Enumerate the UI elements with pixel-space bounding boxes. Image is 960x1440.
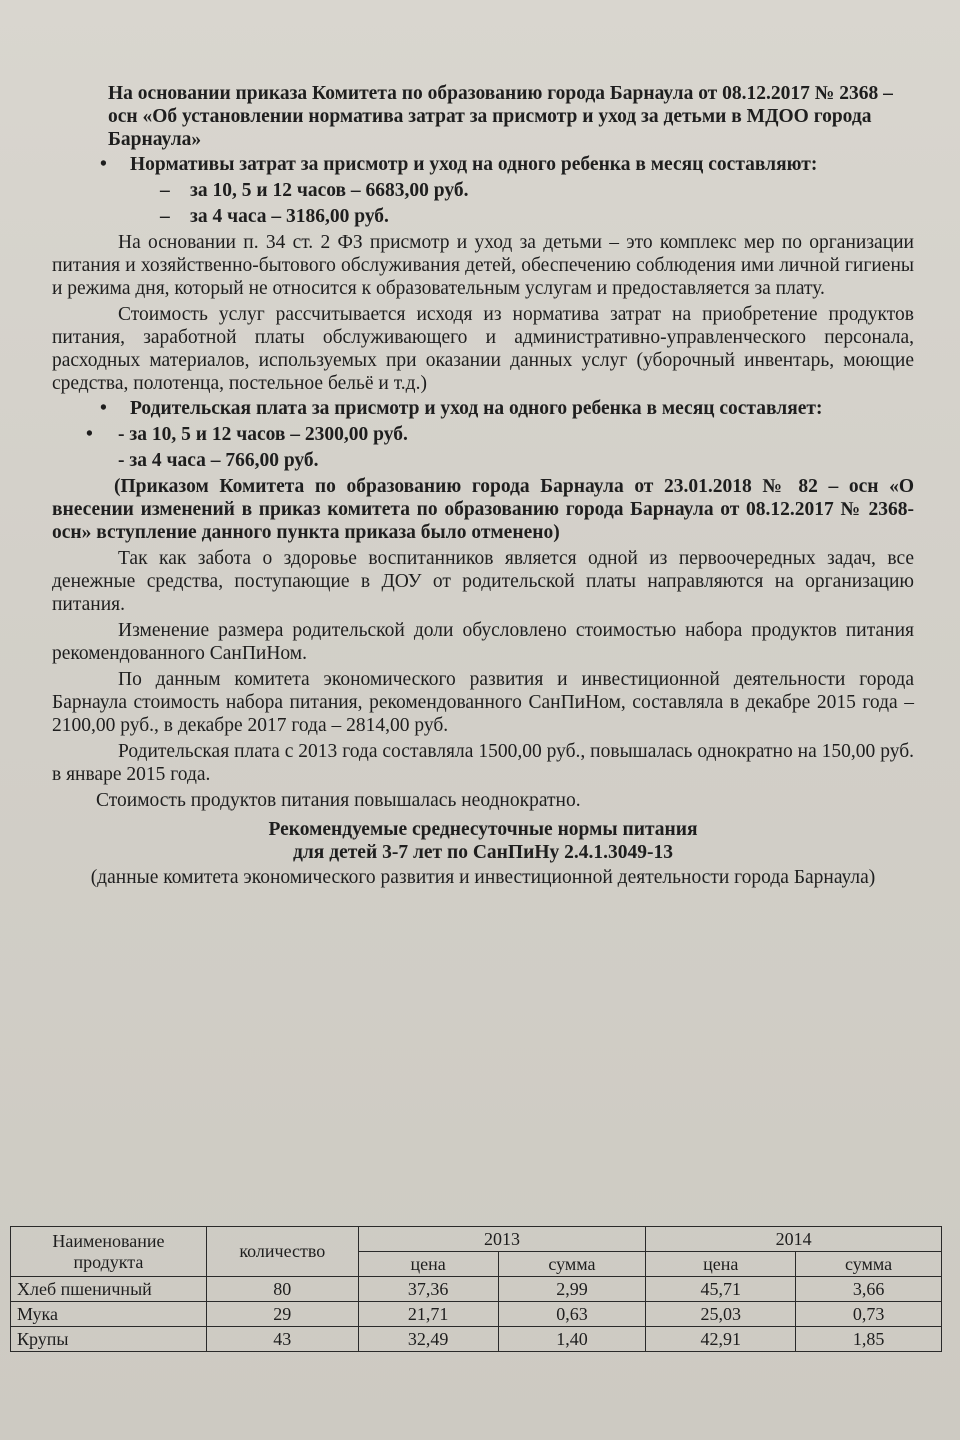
norms-item-1-text: за 10, 5 и 12 часов – 6683,00 руб.: [190, 180, 469, 201]
norms-item-2-text: за 4 часа – 3186,00 руб.: [190, 206, 389, 227]
header-year-2013: 2013: [358, 1227, 646, 1252]
parent-fee-bullet: [52, 397, 914, 420]
cell-price-2013: 32,49: [358, 1327, 498, 1352]
cell-name: Хлеб пшеничный: [11, 1277, 207, 1302]
cell-price-2013: 21,71: [358, 1302, 498, 1327]
table-title-2: для детей 3-7 лет по СанПиНу 2.4.1.3049-13: [292, 842, 673, 863]
header-price-2013: цена: [358, 1252, 498, 1277]
parent-fee-item-2: - за 4 часа – 766,00 руб.: [118, 450, 319, 471]
header-paragraph: На основании приказа Комитета по образованию города Барнаула от 08.12.2017 № 2368 – осн «Об установлении норматива затрат за присмотр и уход за детьми в МДОО города Барнаула»: [108, 83, 893, 150]
paragraph-definition: На основании п. 34 ст. 2 ФЗ присмотр и уход за детьми – это комплекс мер по организации питания и хозяйственно-бытового обслуживания детей, обеспечению соблюдения ими личной гигиены и режима дня, который не относится к образовательным услугам и предоставляется за плату.: [52, 232, 914, 299]
cell-price-2014: 42,91: [646, 1327, 796, 1352]
cell-price-2014: 45,71: [646, 1277, 796, 1302]
header-year-2014: 2014: [646, 1227, 942, 1252]
document-body: [52, 82, 914, 889]
parent-fee-item-1: [52, 423, 914, 446]
table-row: [11, 1277, 942, 1302]
cell-sum-2013: 0,63: [498, 1302, 646, 1327]
table-title-1: Рекомендуемые среднесуточные нормы питания: [268, 819, 698, 840]
header-quantity: количество: [206, 1227, 358, 1277]
cell-qty: 29: [206, 1302, 358, 1327]
header-sum-2013: сумма: [498, 1252, 646, 1277]
cell-sum-2014: 3,66: [796, 1277, 942, 1302]
cell-name: Мука: [11, 1302, 207, 1327]
cell-sum-2013: 1,40: [498, 1327, 646, 1352]
paragraph-prices: Стоимость продуктов питания повышалась неоднократно.: [96, 790, 581, 811]
header-price-2014: цена: [646, 1252, 796, 1277]
bullet-icon: •: [100, 154, 107, 175]
cell-qty: 43: [206, 1327, 358, 1352]
header-sum-2014: сумма: [796, 1252, 942, 1277]
cell-sum-2014: 1,85: [796, 1327, 942, 1352]
parent-fee-bullet-text: Родительская плата за присмотр и уход на одного ребенка в месяц составляет:: [130, 398, 823, 419]
norms-bullet-text: Нормативы затрат за присмотр и уход на одного ребенка в месяц составляют:: [130, 154, 818, 175]
paragraph-cost: Стоимость услуг рассчитывается исходя из норматива затрат на приобретение продуктов питания, заработной платы обслуживающего и административно-управленческого персонала, расходных материалов, используемых при оказании данных услуг (уборочный инвентарь, моющие средства, полотенца, постельное бельё и т.д.): [52, 304, 914, 394]
bullet-icon: •: [86, 424, 93, 445]
bullet-icon: •: [100, 398, 107, 419]
cell-price-2014: 25,03: [646, 1302, 796, 1327]
paragraph-change: Изменение размера родительской доли обусловлено стоимостью набора продуктов питания рекомендованного СанПиНом.: [52, 620, 914, 664]
nutrition-table: [10, 1226, 942, 1352]
cell-name: Крупы: [11, 1327, 207, 1352]
table-note: (данные комитета экономического развития и инвестиционной деятельности города Барнаула): [90, 867, 876, 888]
header-product-name: Наименование продукта: [11, 1227, 207, 1277]
cell-qty: 80: [206, 1277, 358, 1302]
cell-sum-2014: 0,73: [796, 1302, 942, 1327]
paragraph-committee: По данным комитета экономического развития и инвестиционной деятельности города Барнаула стоимость набора питания, рекомендованного СанПиНом, составляла в декабре 2015 года – 2100,00 руб., в декабре 2017 года – 2814,00 руб.: [52, 669, 914, 736]
cell-price-2013: 37,36: [358, 1277, 498, 1302]
dash-icon: –: [160, 206, 170, 227]
norms-bullet: [52, 153, 914, 176]
paragraph-health: Так как забота о здоровье воспитанников является одной из первоочередных задач, все денежные средства, поступающие в ДОУ от родительской платы направляются на организацию питания.: [52, 548, 914, 615]
cell-sum-2013: 2,99: [498, 1277, 646, 1302]
paragraph-fee-history: Родительская плата с 2013 года составляла 1500,00 руб., повышалась однократно на 150,00 руб. в январе 2015 года.: [52, 741, 914, 785]
dash-icon: –: [160, 180, 170, 201]
table-row: [11, 1302, 942, 1327]
norms-item-2: [52, 205, 914, 228]
norms-item-1: [52, 179, 914, 202]
order-note: (Приказом Комитета по образованию города Барнаула от 23.01.2018 № 82 – осн «О внесении изменений в приказ комитета по образованию города Барнаула от 08.12.2017 № 2368-осн» вступление данного пункта приказа было отменено): [52, 476, 914, 543]
table-row: [11, 1327, 942, 1352]
parent-fee-item-1-text: - за 10, 5 и 12 часов – 2300,00 руб.: [118, 424, 408, 445]
